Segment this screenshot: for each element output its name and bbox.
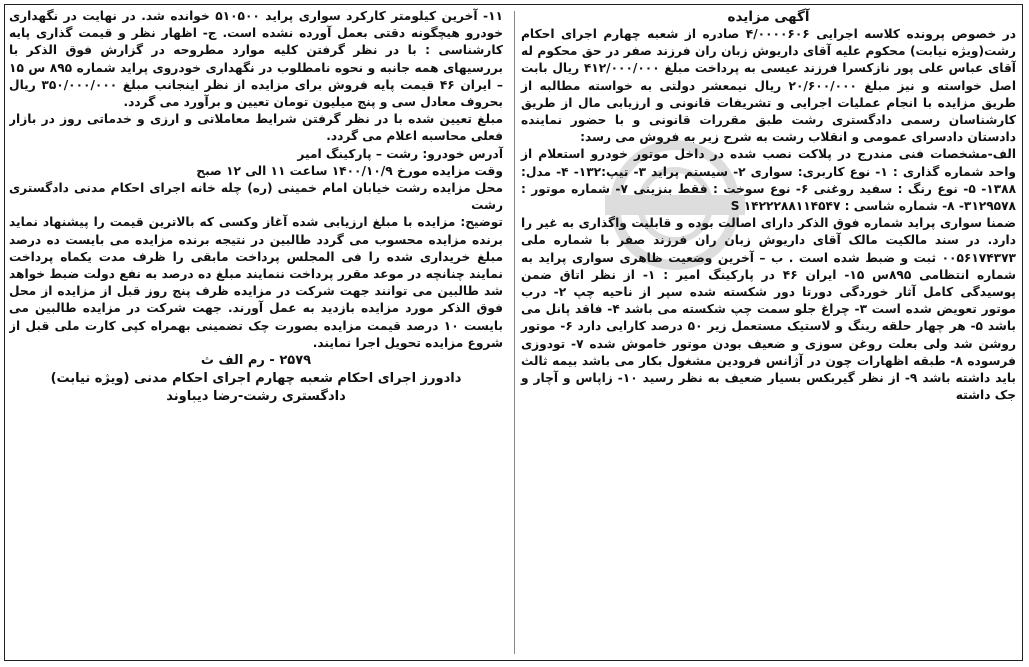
signature-line-1: دادورز اجرای احکام شعبه چهارم اجرای احکام مدنی (ویژه نیابت) (50, 371, 462, 387)
case-intro-paragraph: در خصوص پرونده کلاسه اجرایی ۴/۰۰۰۰۶۰۶ صادره از شعبه چهارم اجرای احکام رشت(ویژه نیابت) محکوم علیه آقای داریوش زبان ران فرزند صفر در حق محکوم له آقای عباس علی پور نازکسرا فرزند عیسی به پرداخت مبلغ ۴۱۲/۰۰۰/۰۰۰ ریال بابت اصل خواسته و نیز مبلغ ۲۰/۶۰۰/۰۰۰ ریال نیمعشر دولتی به خواسته مطالبه از طریق مزایده با انجام عملیات اجرایی و تشریفات قانونی و ارزیابی مال از طریق کارشناسان رسمی دادگستری رشت طبق مقررات قانونی و با حضور نماینده دادستان دادسرای عمومی و انقلاب رشت به شرح زیر به فروش می رسد: (521, 27, 1016, 145)
auction-location-line: محل مزایده رشت خیابان امام خمینی (ره) چله خانه اجرای احکام مدنی دادگستری رشت (9, 181, 503, 213)
auction-time-line: وقت مزایده مورخ ۱۴۰۰/۱۰/۹ ساعت ۱۱ الی ۱۲ صبح (196, 163, 503, 178)
technical-specs-paragraph: الف-مشخصات فنی مندرج در پلاکت نصب شده در داخل موتور خودرو استعلام از واحد شماره گذاری : ۱- نوع کاربری: سواری ۲- سیستم پراید ۳- تیپ:۱۳۲- ۴- مدل: ۱۳۸۸- ۵- نوع رنگ : سفید روغنی ۶- نوع سوخت : فقط بنزینی ۷- شماره موتور : ۳۱۲۹۵۷۸- ۸- شماره شاسی : S ۱۴۲۲۲۸۸۱۱۴۵۴۷ (521, 147, 1016, 214)
column-divider (514, 11, 515, 654)
signature-line-2: دادگستری رشت-رضا دیباوند (166, 389, 346, 405)
vehicle-condition-paragraph: ضمنا سواری پراید شماره فوق الذکر دارای اصالت بوده و قابلیت واگذاری به غیر را دارد. در سند مالکیت مالک آقای داریوش زبان ران فرزند صفر با شماره ملی ۰۰۵۶۱۷۴۳۷۳ ثبت و ضبط شده است . ب – آخرین وضعیت ظاهری سواری پراید به شماره انتظامی ۸۹۵س ۱۵- ایران ۴۶ در پارکینگ امیر : ۱- از نظر اتاق ضمن پوسیدگی کامل آثار خوردگی دورتا دور شکسته شده سپر از ناحیه چپ ۲- درب موتور تعویض شده است ۳- چراغ جلو سمت چپ شکسته می باشد ۴- فاقد پانل می باشد ۵- هر چهار حلقه رینگ و لاستیک مستعمل زیر ۵۰ درصد کارایی دارد ۶- موتور روشن شد ولی بعلت روغن سوزی و ضعیف بودن موتور خاموش شده ۷- تودوزی فرسوده ۸- طبقه اظهارات چون در آژانس فرودین مشغول بکار می باشد بیمه ثالث باید داشته باشد ۹- از نظر گیربکس بسیار ضعیف به نظر رسید ۱۰- زاپاس و آچار و جک داشته (521, 216, 1016, 403)
notice-code-line: ۲۵۷۹ - رم الف ث (200, 353, 312, 369)
vehicle-address-line: آدرس خودرو: رشت – پارکینگ امیر (297, 146, 503, 161)
right-column (517, 8, 1016, 657)
left-column (9, 8, 507, 657)
terms-paragraph: توضیح: مزایده با مبلغ ارزیابی شده آغاز وکسی که بالاترین قیمت را پیشنهاد نماید برنده مزایده محسوب می گردد طالبین در نتیجه برنده مزایده می بایست ده درصد مبلغ خریداری شده را فی المجلس پرداخت مابقی را ظرف مدت یکماه پرداخت نمایند چنانچه در موعد مقرر پرداخت ننمایند مبلغ ده درصد به نفع دولت ضبط خواهد شد طالبین می توانند جهت شرکت در مزایده ظرف پنج روز قبل از مزایده از محل فوق الذکر مورد مزایده بازدید به عمل آورند. جهت شرکت در مزایده طالبین می بایست ۱۰ درصد قیمت مزایده بصورت چک تضمینی بهمراه کپی کارت ملی قبل از شروع مزایده تحویل اجرا نمایند. (9, 215, 503, 350)
valuation-paragraph: ۱۱- آخرین کیلومتر کارکرد سواری پراید ۵۱۰۵۰۰ خوانده شد. در نهایت در نگهداری خودرو هیچگونه دقتی بعمل آورده نشده است. ج- اظهار نظر و قیمت گذاری پایه کارشناسی : با در نظر گرفتن کلیه موارد مطروحه در گزارش فوق الذکر با بررسیهای همه جانبه و نحوه نامطلوب در نگهداری خودروی پراید شماره ۸۹۵ س ۱۵ – ایران ۴۶ قیمت پایه فروش برای مزایده از نظر اینجانب مبلغ ۳۵۰/۰۰۰/۰۰۰ ریال بحروف معادل سی و پنج میلیون تومان تعیین و برآورد می گردد. (9, 9, 503, 110)
notice-title: آگهی مزایده (727, 9, 810, 25)
auction-notice (4, 4, 1023, 661)
pricing-note-paragraph: مبلغ تعیین شده با در نظر گرفتن شرایط معاملاتی و ارزی و خدماتی روز در بازار فعلی محاسبه اعلام می گردد. (9, 112, 503, 144)
